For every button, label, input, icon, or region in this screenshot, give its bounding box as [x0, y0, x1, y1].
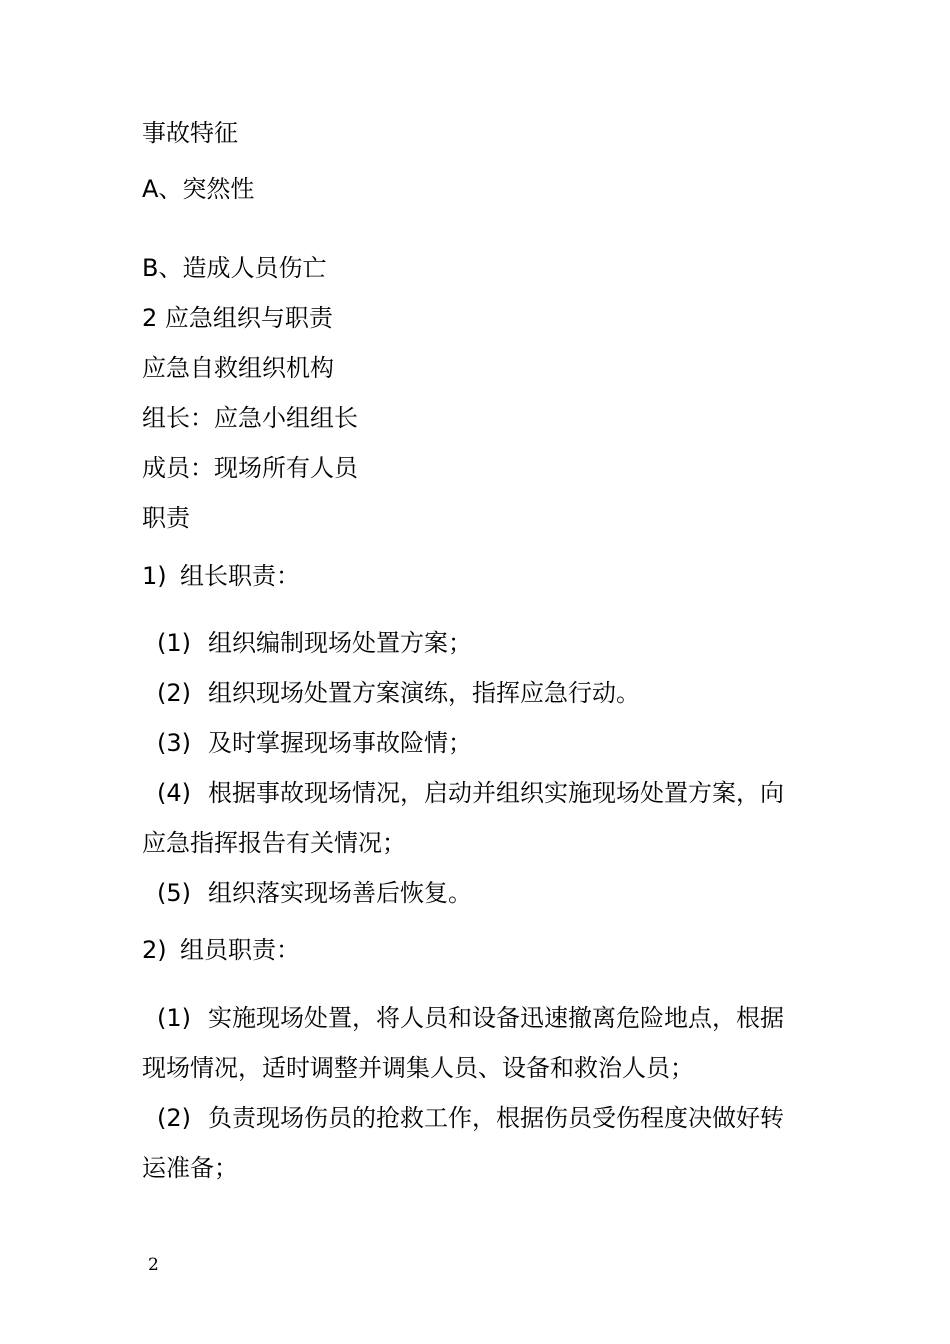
item-number: (1) — [157, 629, 191, 657]
subsection-heading: 应急自救组织机构 — [142, 354, 334, 382]
duty-heading — [142, 561, 300, 591]
item-text: 组织现场处置方案演练，指挥应急行动。 — [208, 679, 640, 707]
item-text: 实施现场处置，将人员和设备迅速撤离危险地点，根据 — [208, 1004, 784, 1032]
item-text: 组织编制现场处置方案； — [208, 629, 472, 657]
item-text: 负责现场伤员的抢救工作，根据伤员受伤程度决做好转 — [208, 1104, 784, 1132]
feature-item: B、造成人员伤亡 — [142, 254, 327, 282]
item-number: 1) — [142, 562, 167, 590]
list-item-continuation: 现场情况，适时调整并调集人员、设备和救治人员； — [142, 1054, 694, 1082]
list-item-continuation: 运准备； — [142, 1154, 238, 1182]
item-number: (4) — [157, 779, 191, 807]
item-number: 2) — [142, 936, 167, 964]
subsection-heading: 职责 — [142, 504, 190, 532]
list-item — [142, 778, 784, 808]
list-item — [142, 878, 472, 908]
item-text: 及时掌握现场事故险情； — [208, 729, 472, 757]
item-number: (2) — [157, 1104, 191, 1132]
item-text: 根据事故现场情况，启动并组织实施现场处置方案，向 — [208, 779, 784, 807]
list-item — [142, 628, 472, 658]
section-heading: 2 应急组织与职责 — [142, 304, 333, 332]
org-leader-line: 组长：应急小组组长 — [142, 404, 358, 432]
item-number: (2) — [157, 679, 191, 707]
item-text: 组员职责： — [180, 936, 300, 964]
page-number: 2 — [148, 1255, 159, 1275]
list-item-continuation: 应急指挥报告有关情况； — [142, 829, 406, 857]
list-item — [142, 728, 472, 758]
section-heading: 事故特征 — [142, 119, 238, 147]
list-item — [142, 1103, 784, 1133]
duty-heading — [142, 935, 300, 965]
item-text: 组长职责： — [180, 562, 300, 590]
list-item — [142, 1003, 784, 1033]
org-members-line: 成员：现场所有人员 — [142, 454, 358, 482]
item-number: (3) — [157, 729, 191, 757]
item-text: 组织落实现场善后恢复。 — [208, 879, 472, 907]
feature-item: A、突然性 — [142, 175, 255, 203]
list-item — [142, 678, 640, 708]
item-number: (5) — [157, 879, 191, 907]
item-number: (1) — [157, 1004, 191, 1032]
